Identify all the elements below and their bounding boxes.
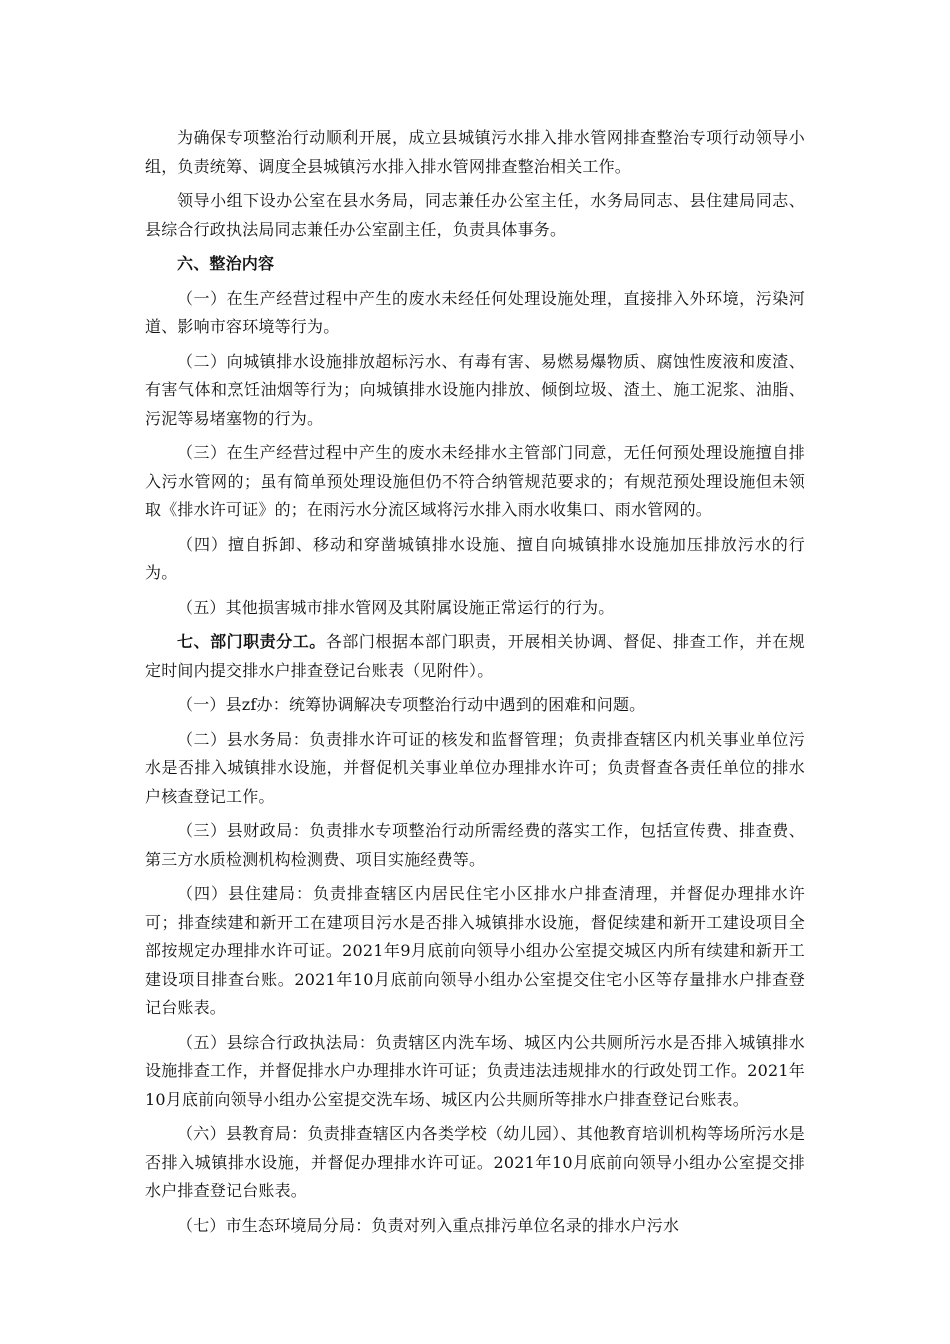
document-body	[145, 124, 805, 1246]
paragraph-leading-group: 为确保专项整治行动顺利开展，成立县城镇污水排入排水管网排查整治专项行动领导小组，负责统筹、调度全县城镇污水排入排水管网排查整治相关工作。	[145, 128, 805, 176]
duty-item-2: （二）县水务局：负责排水许可证的核发和监督管理；负责排查辖区内机关事业单位污水是否排入城镇排水设施，并督促机关事业单位办理排水许可；负责督查各责任单位的排水户核查登记工作。	[145, 729, 805, 806]
content-item-3: （三）在生产经营过程中产生的废水未经排水主管部门同意，无任何预处理设施擅自排入污水管网的；虽有简单预处理设施但仍不符合纳管规范要求的；有规范预处理设施但未领取《排水许可证》的；在雨污水分流区域将污水排入雨水收集口、雨水管网的。	[145, 443, 805, 519]
duty-item-7: （七）市生态环境局分局：负责对列入重点排污单位名录的排水户污水	[177, 1215, 680, 1235]
content-item-1: （一）在生产经营过程中产生的废水未经任何处理设施处理，直接排入外环境，污染河道、影响市容环境等行为。	[145, 288, 805, 336]
section-heading-6: 六、整治内容	[177, 254, 275, 273]
content-item-2: （二）向城镇排水设施排放超标污水、有毒有害、易燃易爆物质、腐蚀性废液和废渣、有害气体和烹饪油烟等行为；向城镇排水设施内排放、倾倒垃圾、渣土、施工泥浆、油脂、污泥等易堵塞物的行为。	[145, 351, 805, 428]
duty-item-3: （三）县财政局：负责排水专项整治行动所需经费的落实工作，包括宣传费、排查费、第三方水质检测机构检测费、项目实施经费等。	[145, 821, 805, 869]
duty-item-5: （五）县综合行政执法局：负责辖区内洗车场、城区内公共厕所污水是否排入城镇排水设施排查工作，并督促排水户办理排水许可证；负责违法违规排水的行政处罚工作。2021年10月底前向领导小组办公室提交洗车场、城区内公共厕所等排水户排查登记台账表。	[145, 1032, 805, 1109]
paragraph-office: 领导小组下设办公室在县水务局，同志兼任办公室主任，水务局同志、县住建局同志、县综合行政执法局同志兼任办公室副主任，负责具体事务。	[145, 191, 805, 239]
duty-item-4: （四）县住建局：负责排查辖区内居民住宅小区排水户排查清理，并督促办理排水许可；排查续建和新开工在建项目污水是否排入城镇排水设施，督促续建和新开工建设项目全部按规定办理排水许可证。2021年9月底前向领导小组办公室提交城区内所有续建和新开工建设项目排查台账。2021年10月底前向领导小组办公室提交住宅小区等存量排水户排查登记台账表。	[145, 884, 805, 1017]
content-item-5: （五）其他损害城市排水管网及其附属设施正常运行的行为。	[177, 597, 615, 617]
duty-item-6: （六）县教育局：负责排查辖区内各类学校（幼儿园）、其他教育培训机构等场所污水是否排入城镇排水设施，并督促办理排水许可证。2021年10月底前向领导小组办公室提交排水户排查登记台账表。	[145, 1124, 805, 1200]
section-7-text: 各部门根据本部门职责，开展相关协调、督促、排查工作，并在规定时间内提交排水户排查登记台账表（见附件）。	[145, 632, 805, 680]
duty-item-1: （一）县zf办：统筹协调解决专项整治行动中遇到的困难和问题。	[177, 695, 646, 714]
content-item-4: （四）擅自拆卸、移动和穿凿城镇排水设施、擅自向城镇排水设施加压排放污水的行为。	[145, 534, 805, 582]
section-7-paragraph	[145, 628, 805, 685]
section-heading-7: 七、部门职责分工。	[177, 632, 326, 651]
